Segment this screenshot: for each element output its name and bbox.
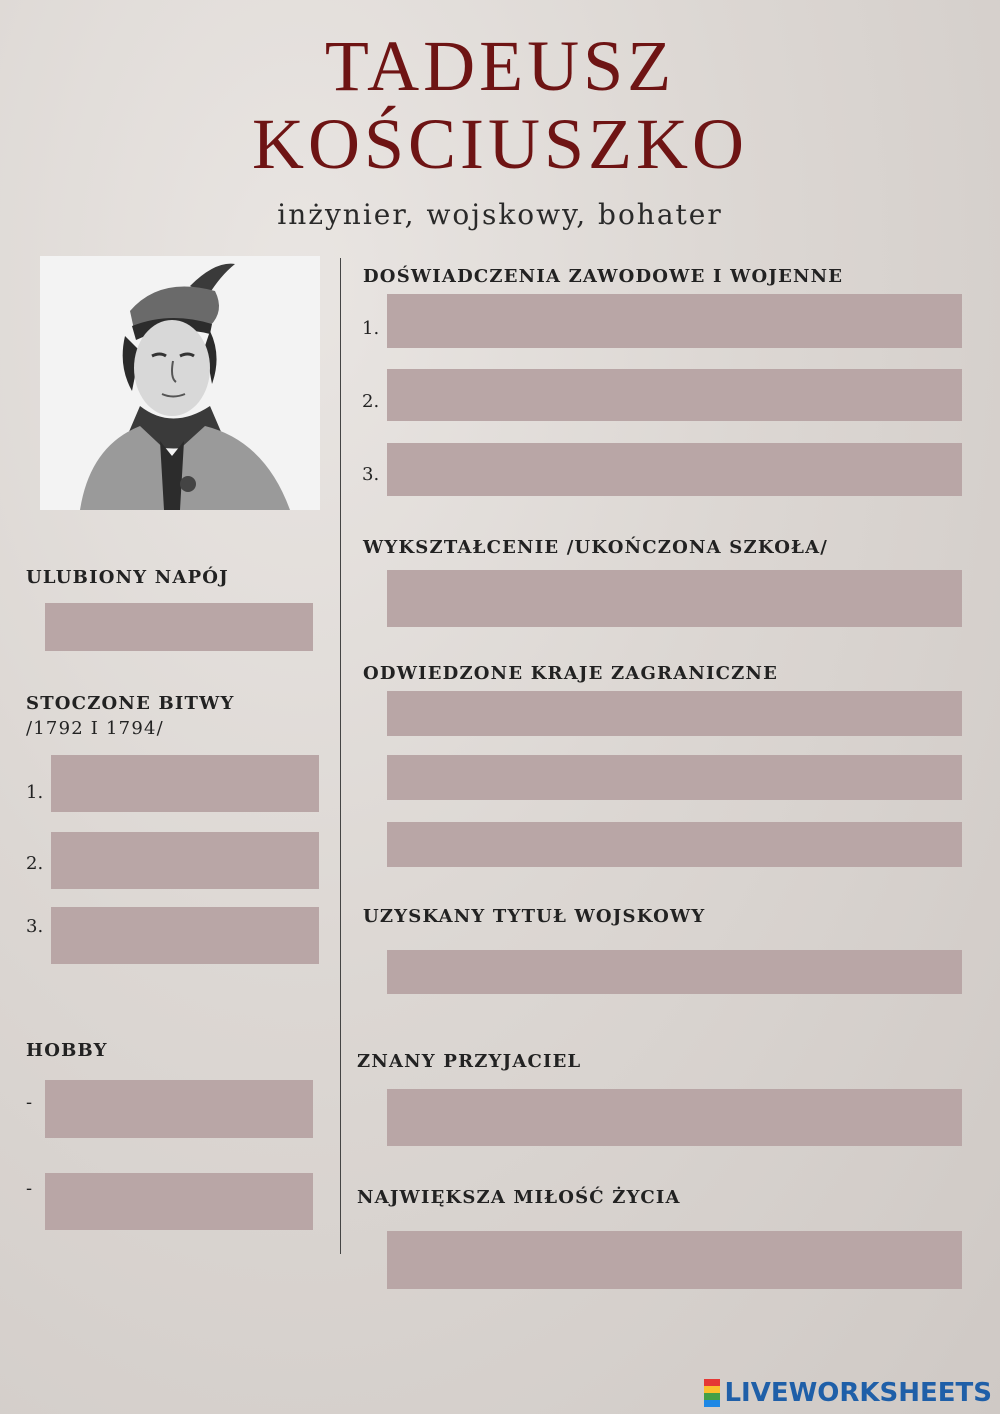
favorite-drink-field[interactable] (45, 603, 313, 651)
experience-field-3[interactable] (387, 443, 962, 496)
education-label: WYKSZTAŁCENIE /UKOŃCZONA SZKOŁA/ (363, 537, 829, 558)
greatest-love-label: NAJWIĘKSZA MIŁOŚĆ ŻYCIA (357, 1187, 681, 1208)
battle-number-2: 2. (26, 853, 44, 874)
column-divider (340, 258, 341, 1254)
experience-number-2: 2. (362, 391, 380, 412)
hobby-label: HOBBY (26, 1040, 108, 1061)
military-rank-label: UZYSKANY TYTUŁ WOJSKOWY (363, 906, 706, 927)
countries-label: ODWIEDZONE KRAJE ZAGRANICZNE (363, 663, 779, 684)
hobby-dash-2: - (26, 1178, 33, 1199)
portrait-image (40, 256, 320, 510)
hobby-field-2[interactable] (45, 1173, 313, 1230)
favorite-drink-label: ULUBIONY NAPÓJ (26, 567, 229, 588)
countries-field-2[interactable] (387, 755, 962, 800)
military-rank-field[interactable] (387, 950, 962, 994)
hobby-field-1[interactable] (45, 1080, 313, 1138)
experience-field-1[interactable] (387, 294, 962, 348)
battle-number-3: 3. (26, 916, 44, 937)
experience-number-3: 3. (362, 464, 380, 485)
known-friend-label: ZNANY PRZYJACIEL (357, 1051, 582, 1072)
battles-label: STOCZONE BITWY (26, 693, 235, 714)
education-field[interactable] (387, 570, 962, 627)
subtitle: inżynier, wojskowy, bohater (277, 198, 723, 231)
experience-field-2[interactable] (387, 369, 962, 421)
battle-field-3[interactable] (51, 907, 319, 964)
battle-field-2[interactable] (51, 832, 319, 889)
battle-field-1[interactable] (51, 755, 319, 812)
title-last-name: KOŚCIUSZKO (251, 104, 749, 184)
portrait-drawing (40, 256, 320, 510)
liveworksheets-logo (704, 1378, 992, 1408)
countries-field-3[interactable] (387, 822, 962, 867)
known-friend-field[interactable] (387, 1089, 962, 1146)
countries-field-1[interactable] (387, 691, 962, 736)
battle-number-1: 1. (26, 782, 44, 803)
experience-number-1: 1. (362, 318, 380, 339)
battles-years-label: /1792 I 1794/ (26, 718, 164, 739)
brand-color-icon (704, 1379, 720, 1407)
greatest-love-field[interactable] (387, 1231, 962, 1289)
brand-name: LIVEWORKSHEETS (724, 1378, 992, 1408)
title-first-name: TADEUSZ (324, 26, 676, 106)
hobby-dash-1: - (26, 1092, 33, 1113)
experience-label: DOŚWIADCZENIA ZAWODOWE I WOJENNE (363, 266, 844, 287)
